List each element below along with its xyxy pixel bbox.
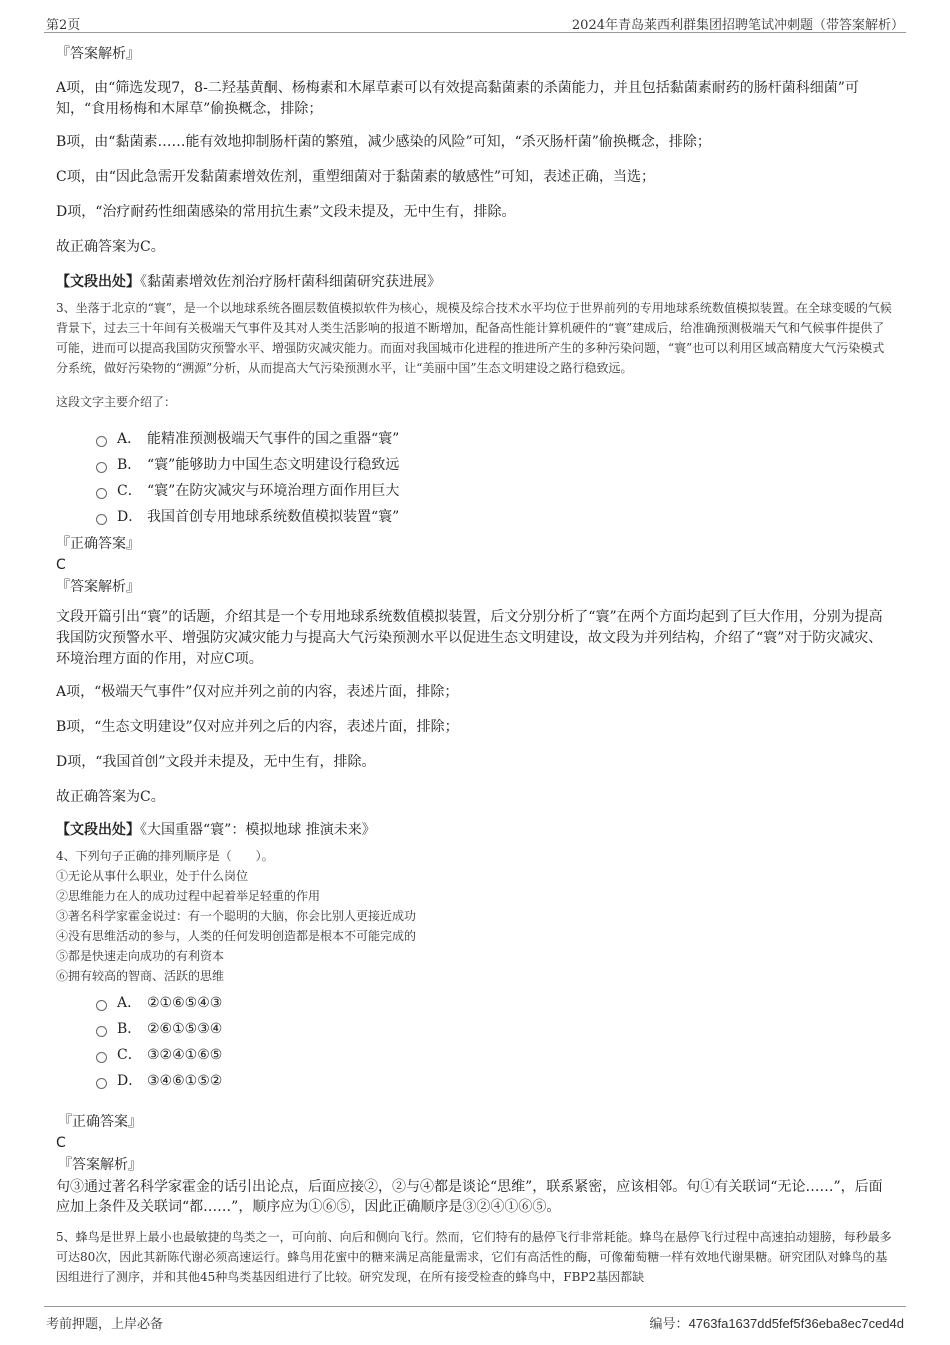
document-code — [650, 1313, 904, 1332]
analysis-main: 句③通过著名科学家霍金的话引出论点，后面应接②，②与④都是谈论“思维”，联系紧密，应该相邻。句①有关联词“无论……”，后面应加上条件及关联词“都……”，顺序应为①⑥⑤，因此正确顺序是③②④①⑥⑤。 — [56, 1179, 883, 1215]
source-title: 《黏菌素增效佐剂治疗肠杆菌科细菌研究获进展》 — [140, 274, 441, 290]
radio-icon[interactable] — [96, 1000, 107, 1011]
correct-answer-label: 『正确答案』 — [56, 536, 140, 552]
analysis-label: 『答案解析』 — [56, 46, 140, 62]
source-line — [56, 272, 896, 292]
analysis-label: 『答案解析』 — [56, 579, 140, 595]
option-a[interactable]: A． 能精准预测极端天气事件的国之重器“寰” — [96, 426, 896, 452]
question-3 — [56, 298, 896, 840]
sentence-4: ④没有思维活动的参与，人类的任何发明创造都是根本不可能完成的 — [56, 929, 417, 943]
radio-icon[interactable] — [96, 1052, 107, 1063]
code-label: 编号： — [649, 1317, 689, 1332]
radio-icon[interactable] — [96, 514, 107, 525]
analysis-option-a: A项，“极端天气事件”仅对应并列之前的内容，表述片面，排除； — [56, 684, 459, 700]
option-c[interactable]: C． “寰”在防灾减灾与环境治理方面作用巨大 — [96, 478, 896, 504]
analysis-option-b: B项，“生态文明建设”仅对应并列之后的内容，表述片面，排除； — [56, 719, 459, 735]
analysis-option-b: B项，由“黏菌素……能有效地抑制肠杆菌的繁殖，减少感染的风险”可知，“杀灭肠杆菌”偷换概念，排除； — [56, 134, 711, 150]
radio-icon[interactable] — [96, 1026, 107, 1037]
question-4-text: 4、下列句子正确的排列顺序是（ ）。 — [56, 849, 274, 863]
analysis-label: 『答案解析』 — [58, 1157, 142, 1173]
page-number: 第2页 — [46, 18, 81, 33]
radio-icon[interactable] — [96, 1078, 107, 1089]
question-3-options — [96, 426, 896, 530]
correct-answer: C — [56, 557, 66, 573]
source-tag: 【文段出处】 — [56, 822, 140, 838]
option-d[interactable]: D． ③④⑥①⑤② — [96, 1068, 896, 1094]
radio-icon[interactable] — [96, 436, 107, 447]
option-a[interactable]: A． ②①⑥⑤④③ — [96, 990, 896, 1016]
question-4 — [56, 846, 896, 1217]
source-title: 《大国重器“寰”：模拟地球 推演未来》 — [140, 822, 376, 838]
page-footer — [44, 1306, 906, 1335]
sentence-3: ③著名科学家霍金说过：有一个聪明的大脑，你会比别人更接近成功 — [56, 909, 417, 923]
question-3-prompt: 这段文字主要介绍了： — [56, 395, 177, 409]
question-5 — [56, 1227, 896, 1287]
sentence-6: ⑥拥有较高的智商、活跃的思维 — [56, 969, 225, 983]
source-tag: 【文段出处】 — [56, 274, 140, 290]
analysis-option-d: D项，“我国首创”文段并未提及，无中生有，排除。 — [56, 754, 376, 770]
radio-icon[interactable] — [96, 488, 107, 499]
correct-answer-label: 『正确答案』 — [58, 1114, 142, 1130]
page-content — [56, 40, 896, 1289]
option-b[interactable]: B． ②⑥①⑤③④ — [96, 1016, 896, 1042]
option-b[interactable]: B． “寰”能够助力中国生态文明建设行稳致远 — [96, 452, 896, 478]
footer-slogan: 考前押题，上岸必备 — [46, 1317, 164, 1332]
question-4-options — [96, 990, 896, 1094]
sentence-1: ①无论从事什么职业，处于什么岗位 — [56, 869, 249, 883]
code-value: 4763fa1637dd5fef5f36eba8ec7ced4d — [688, 1316, 904, 1331]
document-title: 2024年青岛莱西利群集团招聘笔试冲刺题（带答案解析） — [571, 18, 904, 33]
analysis-conclusion: 故正确答案为C。 — [56, 239, 165, 255]
radio-icon[interactable] — [96, 462, 107, 473]
question-2-analysis — [56, 44, 896, 292]
analysis-main: 文段开篇引出“寰”的话题，介绍其是一个专用地球系统数值模拟装置，后文分别分析了“寰”在两个方面均起到了巨大作用，分别为提高我国防灾预警水平、增强防灾减灾能力与提高大气污染预测水平以促进生态文明建设，故文段为并列结构，介绍了“寰”对于防灾减灾、环境治理方面的作用，对应C项。 — [56, 609, 883, 667]
question-5-text: 5、蜂鸟是世界上最小也最敏捷的鸟类之一，可向前、向后和侧向飞行。然而，它们特有的悬停飞行非常耗能。蜂鸟在悬停飞行过程中高速拍动翅膀，每秒最多可达80次，因此其新陈代谢必须高速运行。蜂鸟用花蜜中的糖来满足高能量需求，它们有高活性的酶，可像葡萄糖一样有效地代谢果糖。研究团队对蜂鸟的基因组进行了测序，并和其他45种鸟类基因组进行了比较。研究发现，在所有接受检查的蜂鸟中，FBP2基因都缺 — [56, 1230, 892, 1284]
analysis-option-a: A项，由“筛选发现7，8-二羟基黄酮、杨梅素和木犀草素可以有效提高黏菌素的杀菌能力，并且包括黏菌素耐药的肠杆菌科细菌”可知，“食用杨梅和木犀草”偷换概念，排除； — [56, 80, 859, 117]
sentence-5: ⑤都是快速走向成功的有利资本 — [56, 949, 225, 963]
analysis-option-d: D项，“治疗耐药性细菌感染的常用抗生素”文段未提及，无中生有，排除。 — [56, 204, 516, 220]
option-c[interactable]: C． ③②④①⑥⑤ — [96, 1042, 896, 1068]
sentence-2: ②思维能力在人的成功过程中起着举足轻重的作用 — [56, 889, 321, 903]
option-d[interactable]: D． 我国首创专用地球系统数值模拟装置“寰” — [96, 504, 896, 530]
correct-answer: C — [56, 1135, 66, 1151]
analysis-option-c: C项，由“因此急需开发黏菌素增效佐剂，重塑细菌对于黏菌素的敏感性”可知，表述正确，当选； — [56, 169, 656, 185]
page-header — [44, 10, 906, 33]
source-line — [56, 820, 896, 840]
analysis-conclusion: 故正确答案为C。 — [56, 789, 165, 805]
question-3-text: 3、坐落于北京的“寰”，是一个以地球系统各圈层数值模拟软件为核心，规模及综合技术水平均位于世界前列的专用地球系统数值模拟装置。在全球变暖的气候背景下，过去三十年间有关极端天气事件及其对人类生活影响的报道不断增加，配备高性能计算机硬件的“寰”建成后，给准确预测极端天气和气候事件提供了可能，进而可以提高我国防灾预警水平、增强防灾减灾能力。而面对我国城市化进程的推进所产生的多种污染问题，“寰”也可以利用区域高精度大气污染模式分系统，做好污染物的“溯源”分析，从而提高大气污染预测水平，让“美丽中国”生态文明建设之路行稳致远。 — [56, 301, 892, 375]
